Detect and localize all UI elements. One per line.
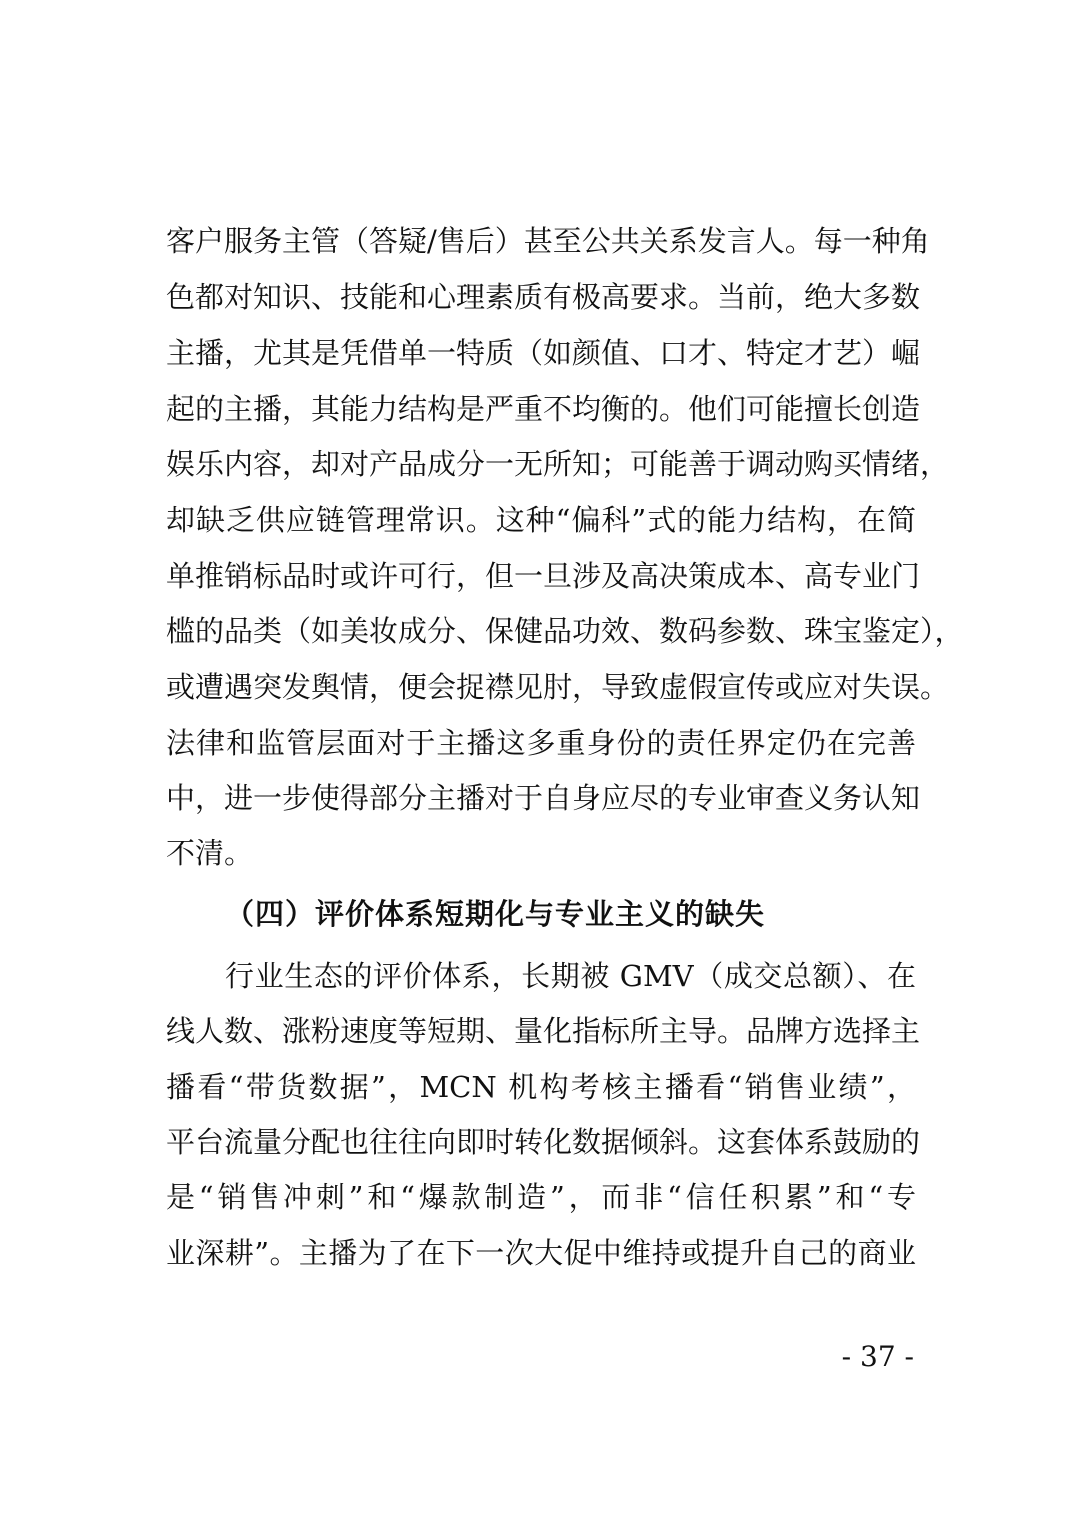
section-heading: （四）评价体系短期化与专业主义的缺失 [225,897,766,931]
paragraph-1-line-12: 不清。 [166,836,254,870]
paragraph-1-line-3: 主播，尤其是凭借单一特质（如颜值、口才、特定才艺）崛 [166,336,921,370]
paragraph-1-line-6: 却缺乏供应链管理常识。这种“偏科”式的能力结构，在简 [166,503,916,537]
paragraph-1-line-10: 法律和监管层面对于主播这多重身份的责任界定仍在完善 [166,726,916,760]
paragraph-1-line-1: 客户服务主管（答疑/售后）甚至公共关系发言人。每一种角 [166,224,930,258]
paragraph-2-line-6: 业深耕”。主播为了在下一次大促中维持或提升自己的商业 [166,1236,916,1270]
paragraph-2-line-3: 播看“带货数据”，MCN 机构考核主播看“销售业绩”， [166,1070,916,1104]
paragraph-2-line-1: 行业生态的评价体系，长期被 GMV（成交总额）、在 [225,959,916,993]
paragraph-1-line-2: 色都对知识、技能和心理素质有极高要求。当前，绝大多数 [166,280,921,314]
paragraph-1-line-7: 单推销标品时或许可行，但一旦涉及高决策成本、高专业门 [166,559,921,593]
paragraph-1-line-9: 或遭遇突发舆情，便会捉襟见肘，导致虚假宣传或应对失误。 [166,670,950,704]
paragraph-1-line-5: 娱乐内容，却对产品成分一无所知；可能善于调动购买情绪， [166,447,950,481]
page-number: - 37 - [841,1340,914,1373]
paragraph-2-line-5: 是“销售冲刺”和“爆款制造”，而非“信任积累”和“专 [166,1180,916,1214]
paragraph-1-line-4: 起的主播，其能力结构是严重不均衡的。他们可能擅长创造 [166,392,921,426]
paragraph-2-line-4: 平台流量分配也往往向即时转化数据倾斜。这套体系鼓励的 [166,1125,921,1159]
paragraph-2-line-2: 线人数、涨粉速度等短期、量化指标所主导。品牌方选择主 [166,1014,921,1048]
paragraph-1-line-11: 中，进一步使得部分主播对于自身应尽的专业审查义务认知 [166,781,921,815]
paragraph-1-line-8: 槛的品类（如美妆成分、保健品功效、数码参数、珠宝鉴定）， [166,614,964,648]
